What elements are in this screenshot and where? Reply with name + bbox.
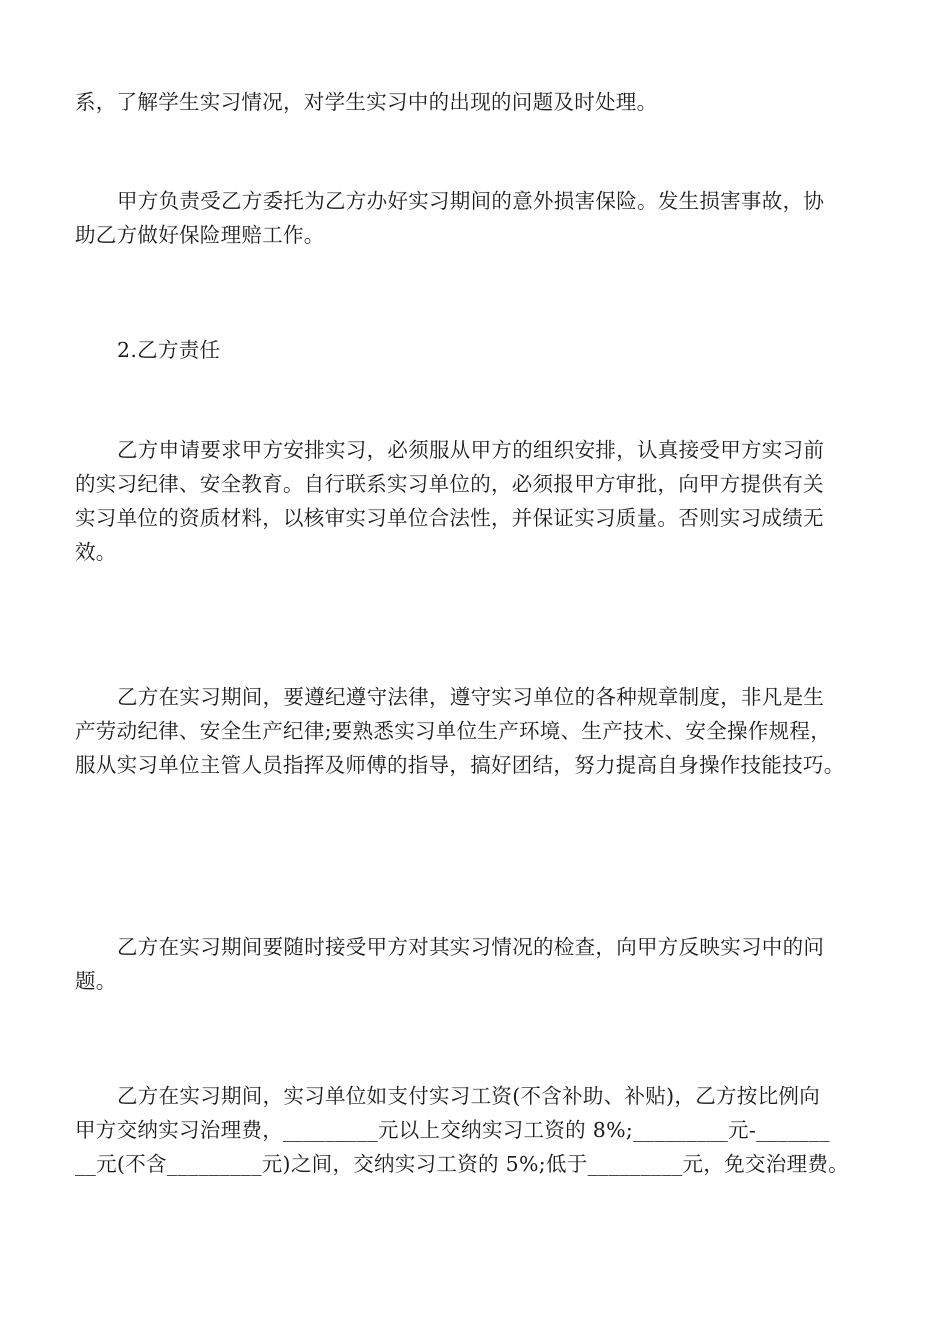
paragraph-2: [75, 184, 880, 252]
paragraph-line: 乙方申请要求甲方安排实习，必须服从甲方的组织安排，认真接受甲方实习前: [117, 438, 825, 462]
paragraph-line: 乙方在实习期间，要遵纪遵守法律，遵守实习单位的各种规章制度，非凡是生: [117, 685, 825, 709]
paragraph-3: [75, 433, 880, 569]
paragraph-line: __元(不含_________元)之间，交纳实习工资的 5%;低于_________元，免交治理费。: [75, 1152, 849, 1176]
paragraph-1: [75, 85, 880, 119]
paragraph-line: 产劳动纪律、安全生产纪律;要熟悉实习单位生产环境、生产技术、安全操作规程，: [75, 719, 832, 743]
paragraph-line: 系，了解学生实习情况，对学生实习中的出现的问题及时处理。: [75, 90, 658, 114]
paragraph-line: 的实习纪律、安全教育。自行联系实习单位的，必须报甲方审批，向甲方提供有关: [75, 472, 824, 496]
paragraph-line: 效。: [75, 540, 117, 564]
paragraph-line: 实习单位的资质材料，以核审实习单位合法性，并保证实习质量。否则实习成绩无: [75, 506, 824, 530]
paragraph-line: 题。: [75, 969, 117, 993]
paragraph-line: 甲方交纳实习治理费，_________元以上交纳实习工资的 8%;_________元-_______: [75, 1118, 830, 1142]
paragraph-line: 服从实习单位主管人员指挥及师傅的指导，搞好团结，努力提高自身操作技能技巧。: [75, 753, 845, 777]
paragraph-4: [75, 680, 880, 782]
section-heading: [75, 333, 880, 367]
paragraph-line: 乙方在实习期间，实习单位如支付实习工资(不含补助、补贴)，乙方按比例向: [117, 1084, 820, 1108]
paragraph-line: 甲方负责受乙方委托为乙方办好实习期间的意外损害保险。发生损害事故，协: [117, 189, 825, 213]
paragraph-6: [75, 1079, 880, 1181]
paragraph-5: [75, 930, 880, 998]
section-heading-text: 2.乙方责任: [117, 338, 221, 362]
paragraph-line: 乙方在实习期间要随时接受甲方对其实习情况的检查，向甲方反映实习中的问: [117, 935, 825, 959]
paragraph-line: 助乙方做好保险理赔工作。: [75, 223, 325, 247]
